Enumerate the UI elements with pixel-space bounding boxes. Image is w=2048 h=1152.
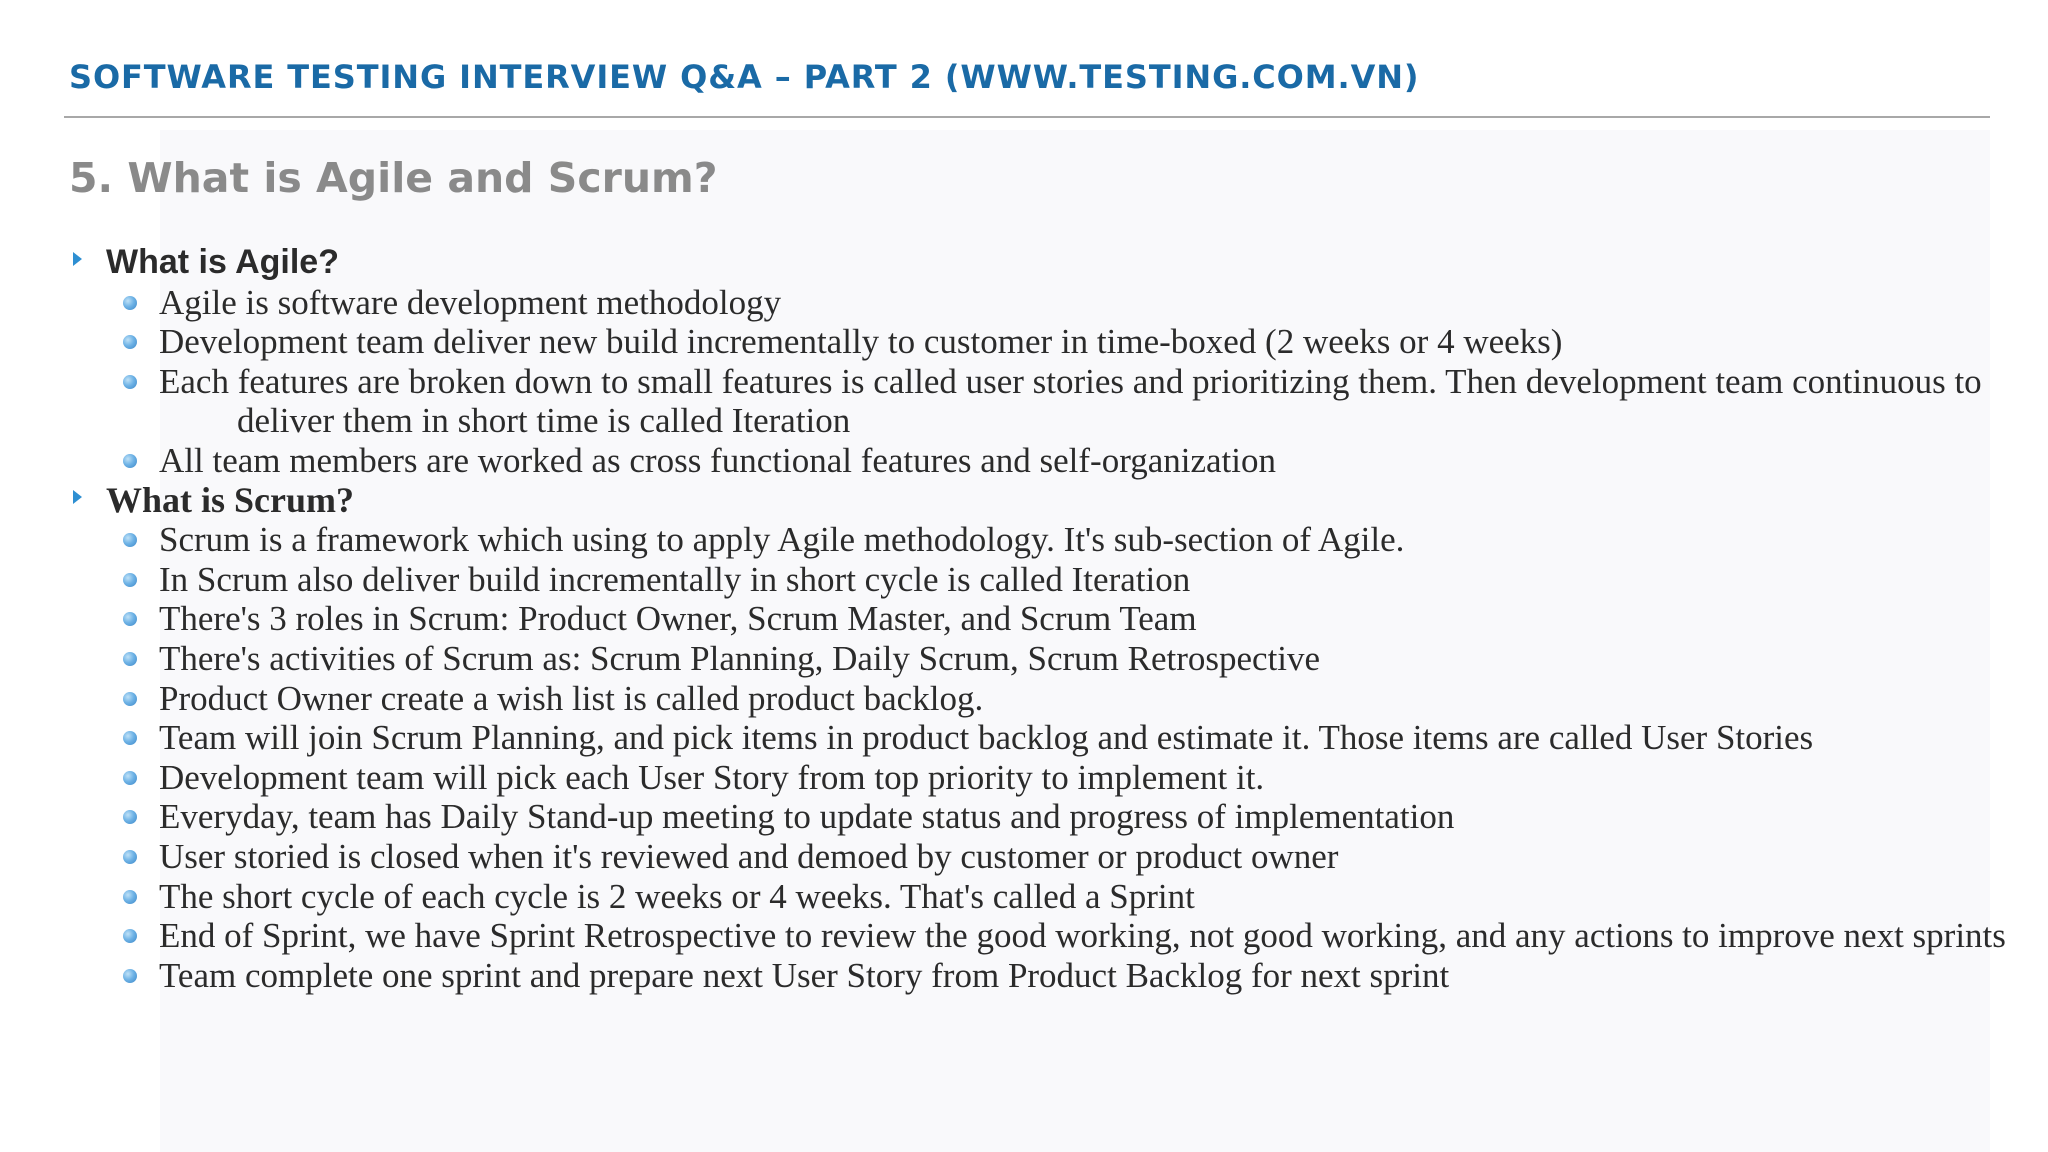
section-agile [0, 243, 2048, 481]
list-item [0, 283, 2048, 323]
triangle-bullet-icon [73, 252, 82, 266]
bullet-text: Product Owner create a wish list is called product backlog. [159, 678, 984, 718]
list-item [0, 441, 2048, 481]
list-item [0, 520, 2048, 560]
list-item [0, 877, 2048, 917]
list-item [0, 679, 2048, 719]
bullet-text: The short cycle of each cycle is 2 weeks or 4 weeks. That's called a Sprint [159, 876, 1195, 916]
bullet-text: All team members are worked as cross functional features and self-organization [159, 440, 1276, 480]
bullet-dot-icon [123, 573, 137, 587]
list-item [0, 916, 2048, 956]
bullet-text: Each features are broken down to small features is called user stories and prioritizing them. Then development team continuous to deliver them in short time is called Iteration [159, 361, 1982, 441]
bullet-text: Development team will pick each User Story from top priority to implement it. [159, 757, 1265, 797]
bullet-dot-icon [123, 810, 137, 824]
bullet-text: Scrum is a framework which using to apply Agile methodology. It's sub-section of Agile. [159, 520, 1405, 560]
bullet-text: Team complete one sprint and prepare next User Story from Product Backlog for next sprint [159, 955, 1450, 995]
bullet-dot-icon [123, 771, 137, 785]
bullet-dot-icon [123, 296, 137, 310]
header-divider [64, 116, 1990, 118]
bullet-dot-icon [123, 612, 137, 626]
list-item [0, 599, 2048, 639]
bullet-dot-icon [123, 652, 137, 666]
list-item [0, 322, 2048, 362]
agile-bullet-list [0, 283, 2048, 481]
bullet-dot-icon [123, 692, 137, 706]
bullet-dot-icon [123, 731, 137, 745]
header-title: SOFTWARE TESTING INTERVIEW Q&A – PART 2 (WWW.TESTING.COM.VN) [69, 58, 1420, 96]
list-item [0, 758, 2048, 798]
bullet-dot-icon [123, 850, 137, 864]
list-item [0, 837, 2048, 877]
list-item [0, 560, 2048, 600]
sections-container [0, 243, 2048, 995]
bullet-dot-icon [123, 929, 137, 943]
bullet-text: Everyday, team has Daily Stand-up meeting to update status and progress of implementation [159, 797, 1455, 837]
section-title-scrum: What is Scrum? [106, 479, 355, 520]
bullet-dot-icon [123, 969, 137, 983]
triangle-bullet-icon [73, 490, 82, 504]
list-item [0, 718, 2048, 758]
question-title: 5. What is Agile and Scrum? [69, 154, 718, 202]
scrum-bullet-list [0, 520, 2048, 995]
bullet-text: Development team deliver new build incrementally to customer in time-boxed (2 weeks or 4 weeks) [159, 322, 1563, 362]
bullet-text: Team will join Scrum Planning, and pick items in product backlog and estimate it. Those items are called User Stories [159, 718, 1814, 758]
bullet-dot-icon [123, 335, 137, 349]
section-scrum [0, 481, 2048, 996]
bullet-dot-icon [123, 454, 137, 468]
bullet-text: End of Sprint, we have Sprint Retrospective to review the good working, not good working, and any actions to improve next sprints [159, 916, 2006, 956]
bullet-text: There's activities of Scrum as: Scrum Planning, Daily Scrum, Scrum Retrospective [159, 638, 1321, 678]
section-heading [0, 243, 2048, 283]
bullet-text: Agile is software development methodology [159, 282, 782, 322]
list-item [0, 956, 2048, 996]
section-heading [0, 481, 2048, 521]
bullet-text: In Scrum also deliver build incrementally in short cycle is called Iteration [159, 559, 1191, 599]
list-item [0, 639, 2048, 679]
bullet-dot-icon [123, 890, 137, 904]
section-title-agile: What is Agile? [106, 243, 339, 281]
list-item [0, 362, 2048, 441]
bullet-text: There's 3 roles in Scrum: Product Owner, Scrum Master, and Scrum Team [159, 599, 1197, 639]
bullet-text: User storied is closed when it's reviewed and demoed by customer or product owner [159, 836, 1339, 876]
list-item [0, 797, 2048, 837]
bullet-dot-icon [123, 375, 137, 389]
bullet-dot-icon [123, 533, 137, 547]
